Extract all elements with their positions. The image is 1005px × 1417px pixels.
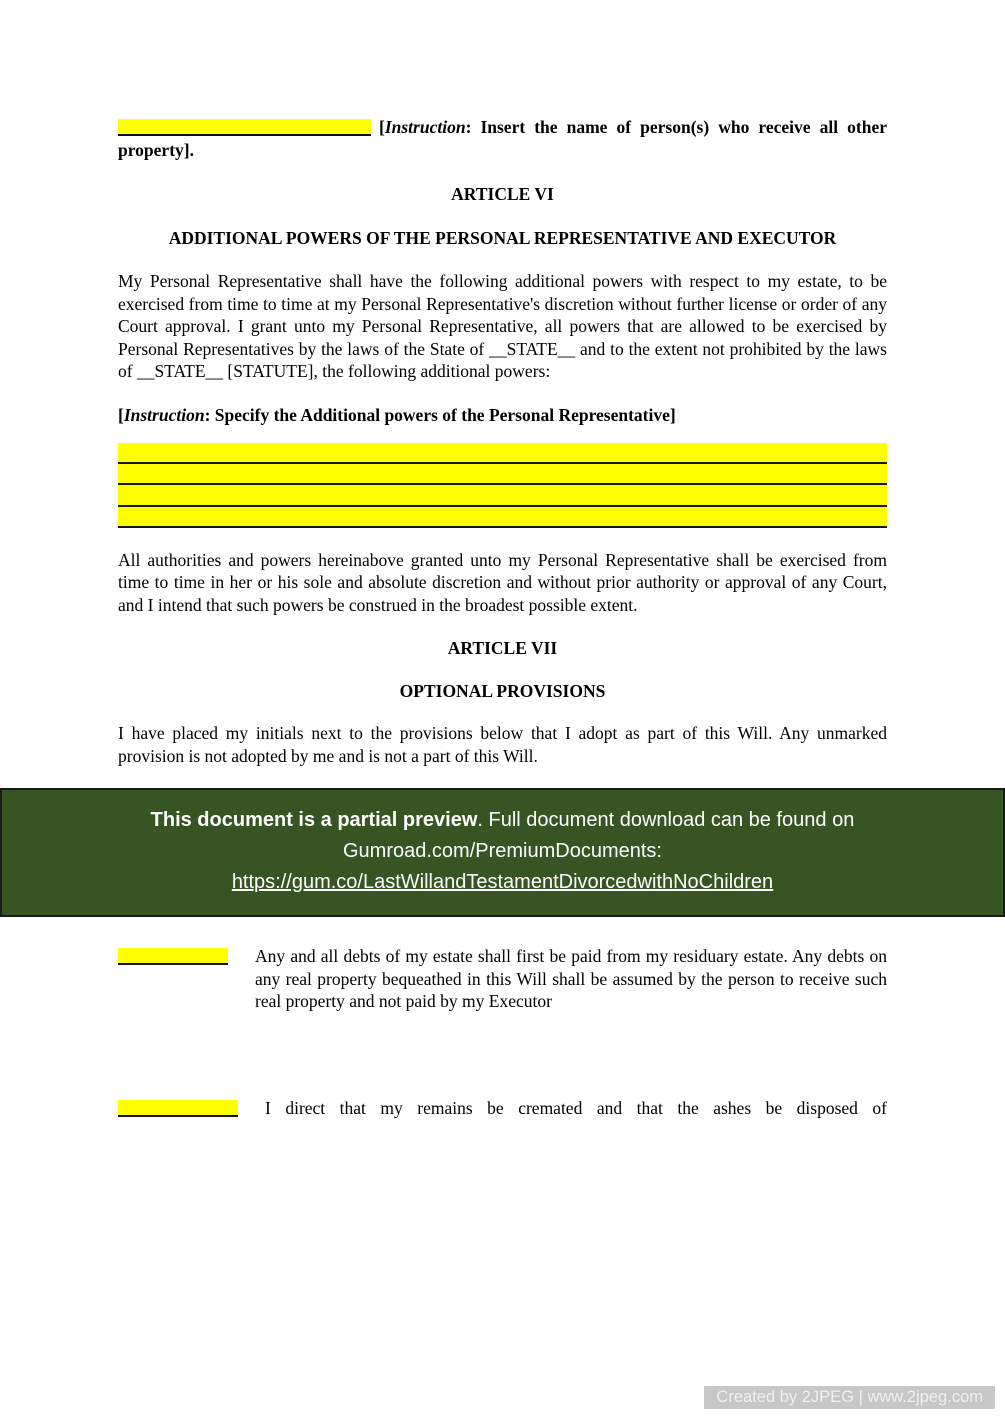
article-vii-paragraph: I have placed my initials next to the provisions below that I adopt as part of this Will. Any unmarked provision is not adopted by me and is not a part of this Will.	[118, 723, 887, 766]
article-vi-subheading: ADDITIONAL POWERS OF THE PERSONAL REPRESENTATIVE AND EXECUTOR	[168, 227, 837, 248]
additional-powers-blank-lines	[118, 443, 887, 528]
article-vi-closing-paragraph: All authorities and powers hereinabove granted unto my Personal Representative shall be exercised from time to time in her or his sole and absolute discretion and without prior authority or approval of any Court, and I intend that such powers be construed in the broadest possible extent.	[118, 549, 887, 615]
optional-provision-row	[118, 1097, 887, 1120]
gumroad-download-link[interactable]: https://gum.co/LastWillandTestamentDivorcedwithNoChildren	[231, 871, 774, 894]
article-vii-heading: ARTICLE VII	[447, 638, 558, 659]
provision-text-debts: Any and all debts of my estate shall first be paid from my residuary estate. Any debts on any real property bequeathed in this Will shall be assumed by the person to receive such real property and not paid by my Executor	[255, 946, 887, 1012]
blank-line-highlight	[118, 464, 887, 485]
beneficiary-name-blank-highlight	[118, 119, 371, 136]
additional-powers-instruction-line	[118, 404, 887, 427]
preview-banner-bold-text: This document is a partial preview	[150, 809, 478, 832]
residuary-clause-line	[118, 116, 887, 161]
initials-blank-highlight	[118, 1100, 238, 1117]
instruction-text: : Specify the Additional powers of the Personal Representative]	[204, 404, 676, 425]
initials-blank-highlight	[118, 948, 228, 965]
instruction-open-bracket: [	[118, 404, 124, 425]
article-vi-paragraph: My Personal Representative shall have the following additional powers with respect to my estate, to be exercised from time to time at my Personal Representative's discretion without further license or order of any Court approval. I grant unto my Personal Representative, all powers that are allowed to be exercised by Personal Representatives by the laws of the State of __STATE__ and to the extent not prohibited by the laws of __STATE__ [STATUTE], the following additional powers:	[118, 271, 887, 381]
article-vi-heading: ARTICLE VI	[451, 184, 554, 204]
instruction-text: : Insert the name of person(s) who receive all other property].	[118, 117, 887, 160]
blank-line-highlight	[118, 507, 887, 528]
provision-text-cremation: I direct that my remains be cremated and that the ashes be disposed of	[265, 1097, 887, 1118]
instruction-keyword: Instruction	[384, 117, 466, 137]
optional-provision-row	[118, 945, 887, 1013]
creator-watermark: Created by 2JPEG | www.2jpeg.com	[704, 1386, 995, 1409]
preview-banner-line-1-rest: . Full document download can be found on	[477, 809, 855, 832]
preview-banner-line-2: Gumroad.com/PremiumDocuments:	[343, 840, 662, 863]
blank-line-highlight	[118, 485, 887, 506]
partial-preview-banner	[0, 788, 1005, 917]
instruction-keyword: Instruction	[123, 404, 205, 425]
instruction-open-bracket: [	[379, 117, 385, 137]
preview-banner-line-1	[32, 805, 973, 836]
article-vii-subheading: OPTIONAL PROVISIONS	[399, 680, 606, 701]
blank-line-highlight	[118, 443, 887, 464]
